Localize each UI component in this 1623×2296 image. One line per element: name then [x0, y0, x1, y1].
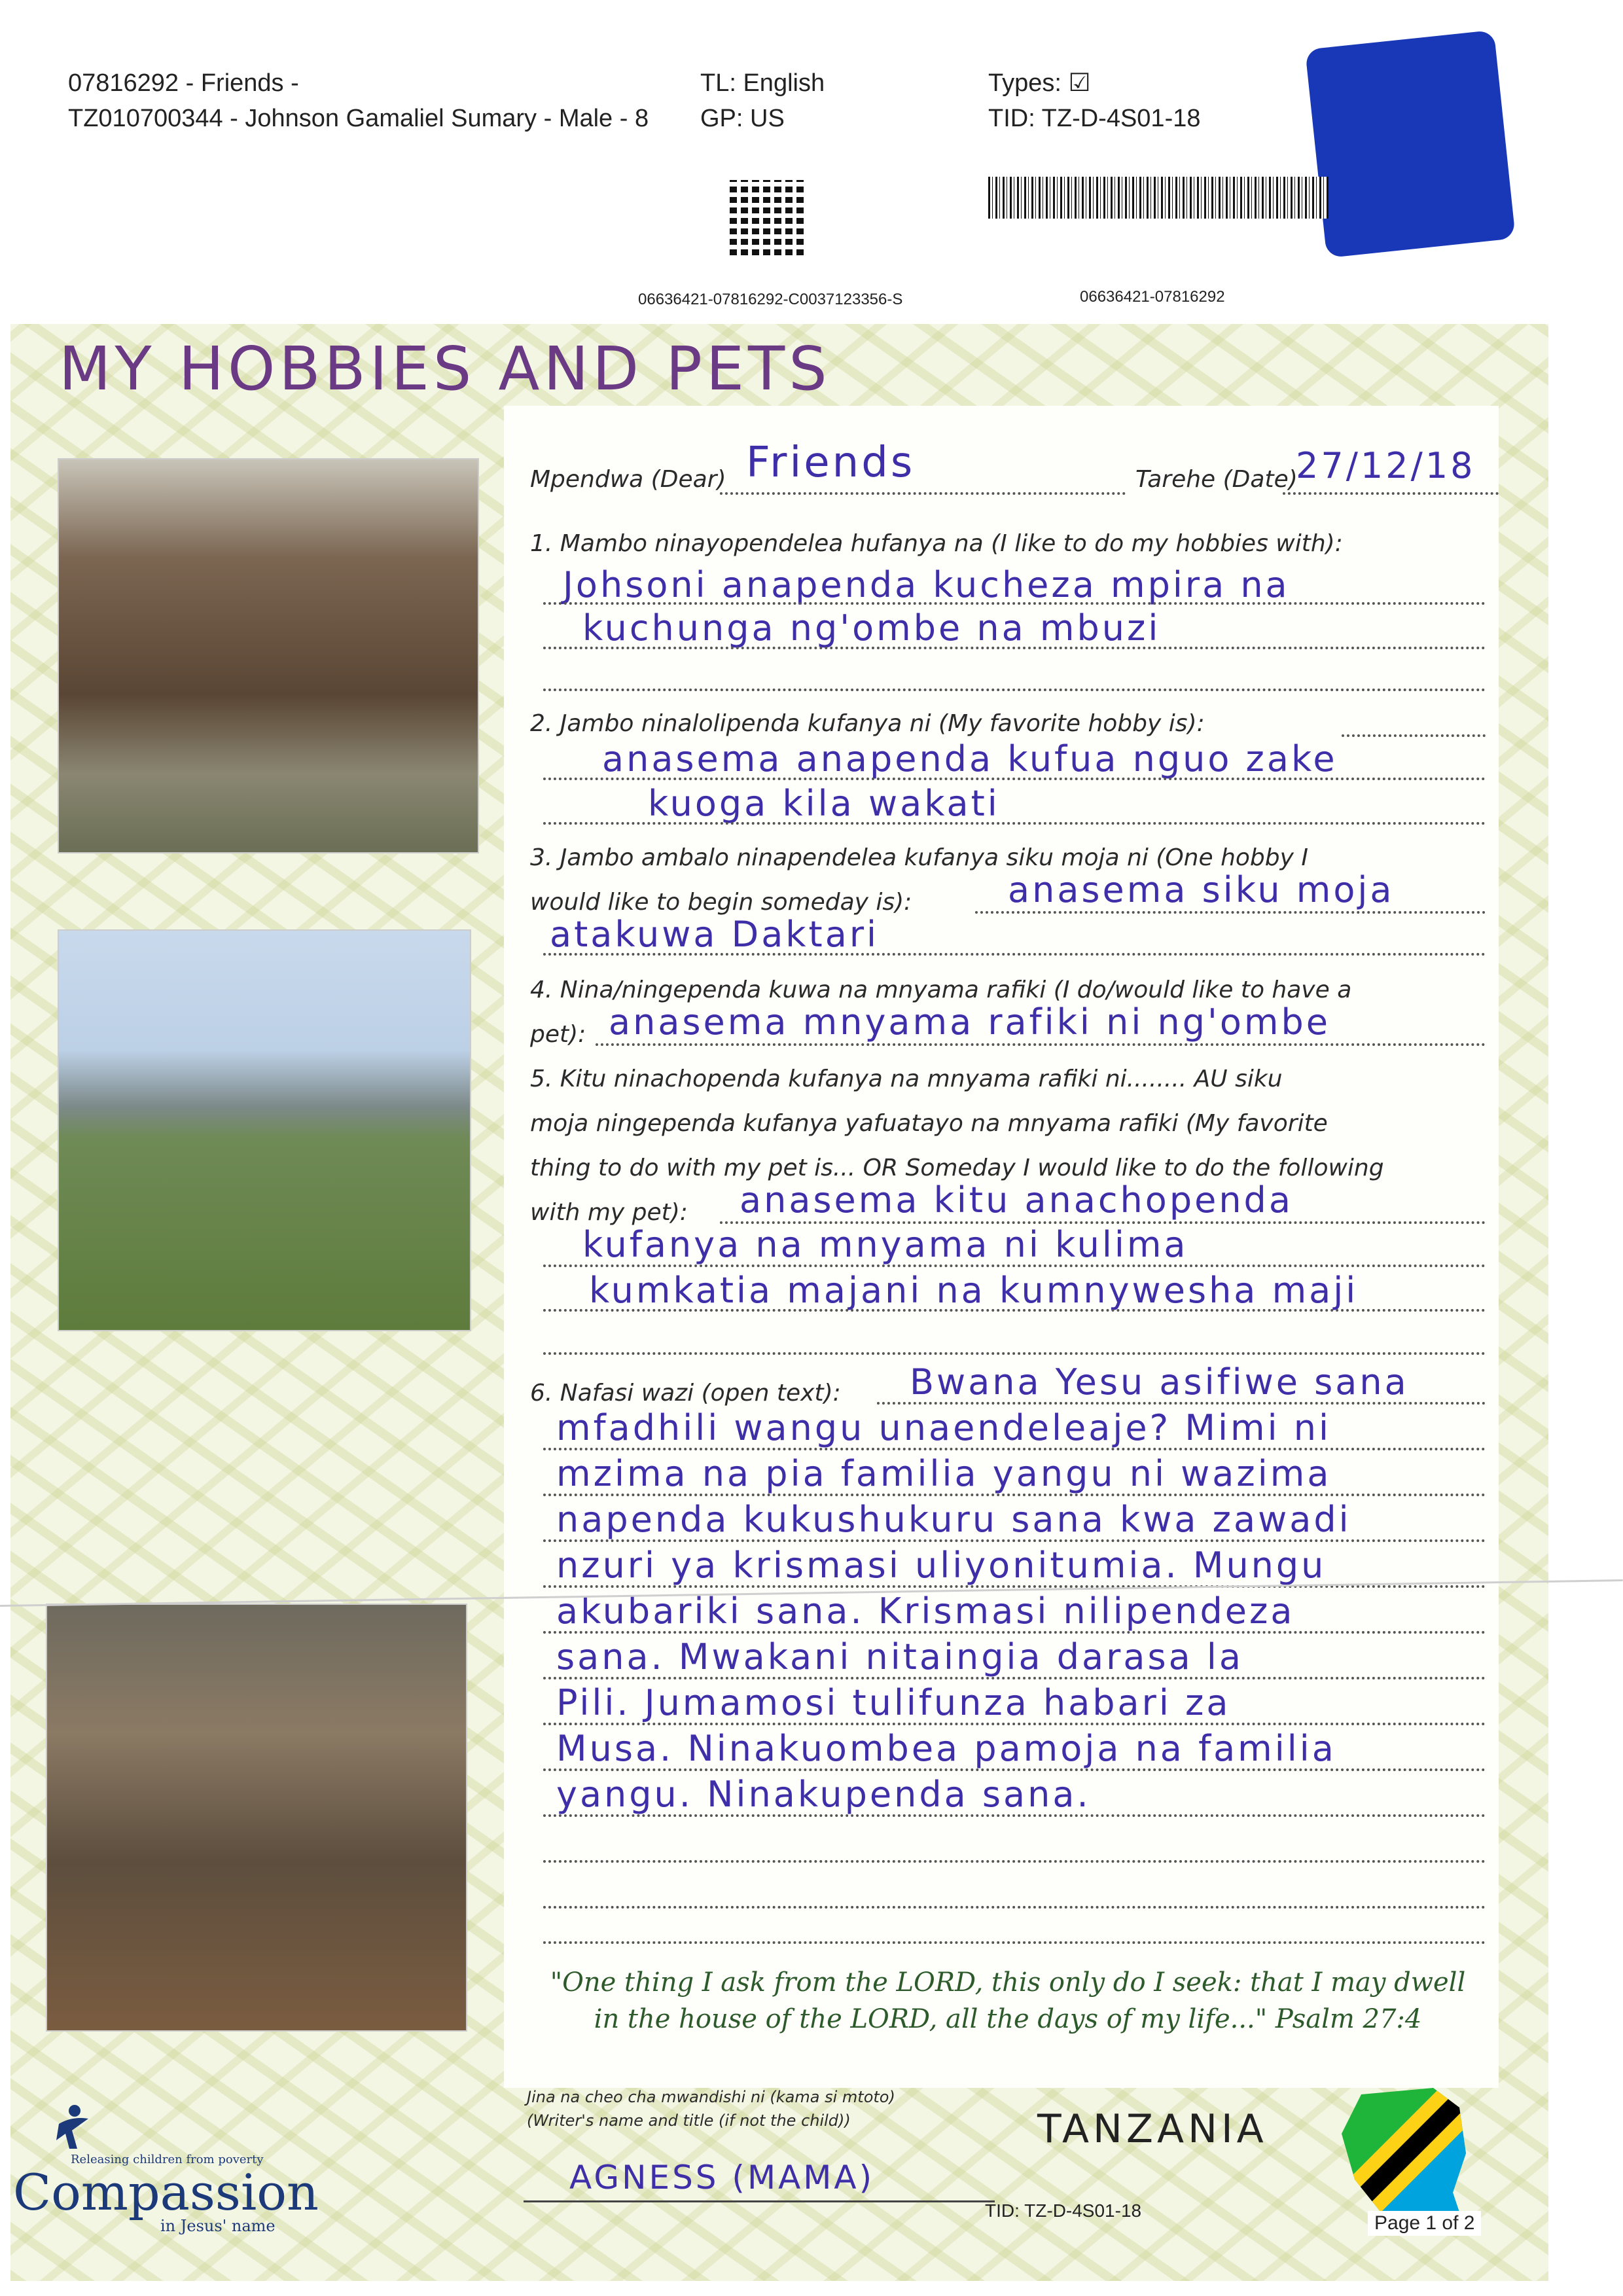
date-line: [1283, 492, 1499, 495]
q6-line-8: [543, 1768, 1486, 1771]
q3-line-0: [975, 911, 1486, 914]
question-5-label-1: 5. Kitu ninachopenda kufanya na mnyama rafiki ni........ AU siku: [530, 1066, 1283, 1092]
writer-line: [524, 2200, 995, 2202]
country-name: TANZANIA: [1037, 2106, 1268, 2152]
photo-children-with-goats: [58, 458, 479, 853]
q6-line-12: [543, 1941, 1486, 1944]
child-record-line-2: TZ010700344 - Johnson Gamaliel Sumary - Male - 8: [68, 105, 649, 132]
barcode-number: 06636421-07816292: [1080, 288, 1225, 306]
question-4-label-2: pet):: [530, 1021, 586, 1048]
question-5-answer-2: kumkatia majani na kumnywesha maji: [589, 1270, 1359, 1311]
scripture-quote-line-2: in the house of the LORD, all the days of my life..." Psalm 27:4: [594, 2004, 1422, 2034]
question-2-answer-1: anasema anapenda kufua nguo zake: [602, 738, 1338, 780]
photo-woman-child-chickens: [46, 1604, 467, 2032]
gp-country: GP: US: [700, 105, 785, 132]
question-6-answer-8: Musa. Ninakuombea pamoja na familia: [556, 1728, 1336, 1769]
question-6-answer-4: nzuri ya krismasi uliyonitumia. Mungu: [556, 1545, 1327, 1586]
question-6-answer-2: mzima na pia familia yangu ni wazima: [556, 1453, 1332, 1494]
question-3-answer-inline: anasema siku moja: [1008, 869, 1395, 910]
question-1-label: 1. Mambo ninayopendelea hufanya na (I like to do my hobbies with):: [530, 530, 1343, 557]
q5-line-2: [543, 1309, 1486, 1312]
question-5-label-3: thing to do with my pet is... OR Someday I would like to do the following: [530, 1155, 1384, 1181]
question-6-answer-3: napenda kukushukuru sana kwa zawadi: [556, 1499, 1351, 1540]
q6-line-2: [543, 1494, 1486, 1496]
question-3-label-1: 3. Jambo ambalo ninapendelea kufanya siku moja ni (One hobby I: [530, 844, 1308, 871]
question-6-answer-5: akubariki sana. Krismasi nilipendeza: [556, 1590, 1295, 1632]
q4-line-0: [596, 1043, 1486, 1046]
photo-sisal-field: [58, 929, 471, 1331]
q1-line-1: [543, 602, 1486, 605]
question-5-answer-inline: anasema kitu anachopenda: [740, 1179, 1293, 1221]
q6-line-9: [543, 1814, 1486, 1817]
dear-value: Friends: [746, 439, 916, 487]
child-record-line-1: 07816292 - Friends -: [68, 69, 299, 97]
question-2-answer-2: kuoga kila wakati: [648, 783, 1000, 824]
scripture-quote-line-1: "One thing I ask from the LORD, this only do I seek: that I may dwell: [550, 1967, 1466, 1998]
question-3-answer-1: atakuwa Daktari: [550, 914, 880, 955]
question-6-label: 6. Nafasi wazi (open text):: [530, 1380, 841, 1407]
logo-sub: in Jesus' name: [160, 2217, 276, 2235]
qr-code-icon: [730, 180, 805, 255]
page-title: MY HOBBIES AND PETS: [59, 334, 831, 404]
footer-tid: TID: TZ-D-4S01-18: [985, 2200, 1142, 2221]
q5-line-3: [543, 1352, 1486, 1355]
question-5-answer-1: kufanya na mnyama ni kulima: [582, 1224, 1188, 1265]
dear-label: Mpendwa (Dear): [530, 466, 726, 493]
logo-tagline: Releasing children from poverty: [71, 2153, 264, 2166]
q3-line-1: [543, 953, 1486, 956]
logo-name: Compassion: [13, 2163, 319, 2221]
q1-line-3: [543, 689, 1486, 691]
q6-line-11: [543, 1906, 1486, 1909]
dear-line: [720, 492, 1126, 495]
question-4-label-1: 4. Nina/ningependa kuwa na mnyama rafiki (I do/would like to have a: [530, 977, 1352, 1003]
question-6-answer-1: mfadhili wangu unaendeleaje? Mimi ni: [556, 1407, 1331, 1448]
question-6-answer-inline: Bwana Yesu asifiwe sana: [910, 1361, 1409, 1403]
q5-line-1: [543, 1265, 1486, 1267]
q6-line-1: [543, 1448, 1486, 1450]
types-checkbox: Types: ☑: [988, 69, 1091, 97]
date-label: Tarehe (Date): [1135, 466, 1298, 493]
logo-figure-icon: [52, 2104, 92, 2150]
q6-line-10: [543, 1860, 1486, 1863]
redaction-scribble: [1305, 30, 1516, 259]
writer-label-2: (Writer's name and title (if not the child)): [527, 2111, 851, 2130]
q6-line-6: [543, 1677, 1486, 1679]
question-3-label-2: would like to begin someday is):: [530, 889, 912, 916]
q2-line-0: [1342, 734, 1486, 737]
question-5-label-4: with my pet):: [530, 1199, 688, 1226]
writer-value: AGNESS (MAMA): [569, 2159, 875, 2197]
q1-line-2: [543, 647, 1486, 649]
question-1-answer-2: kuchunga ng'ombe na mbuzi: [582, 607, 1161, 649]
tid-header: TID: TZ-D-4S01-18: [988, 105, 1201, 132]
question-6-answer-6: sana. Mwakani nitaingia darasa la: [556, 1636, 1243, 1677]
tanzania-map-flag-icon: [1335, 2081, 1479, 2225]
qr-code-number: 06636421-07816292-C0037123356-S: [638, 291, 903, 308]
translation-language: TL: English: [700, 69, 825, 97]
question-2-label: 2. Jambo ninalolipenda kufanya ni (My favorite hobby is):: [530, 710, 1205, 737]
page-number: Page 1 of 2: [1368, 2211, 1481, 2236]
barcode-icon: [988, 177, 1329, 219]
question-6-answer-9: yangu. Ninakupenda sana.: [556, 1774, 1091, 1815]
q6-line-7: [543, 1723, 1486, 1725]
question-5-label-2: moja ningependa kufanya yafuatayo na mnyama rafiki (My favorite: [530, 1110, 1328, 1137]
q2-line-1: [543, 778, 1486, 780]
q2-line-2: [543, 822, 1486, 825]
compassion-logo: [13, 2104, 327, 2235]
question-1-answer-1: Johsoni anapenda kucheza mpira na: [563, 564, 1290, 605]
question-4-answer-inline: anasema mnyama rafiki ni ng'ombe: [609, 1001, 1330, 1043]
date-value: 27/12/18: [1296, 445, 1476, 486]
writer-label-1: Jina na cheo cha mwandishi ni (kama si mtoto): [527, 2088, 895, 2106]
q6-line-0: [877, 1402, 1486, 1405]
q6-line-3: [543, 1539, 1486, 1542]
question-6-answer-7: Pili. Jumamosi tulifunza habari za: [556, 1682, 1231, 1723]
q6-line-5: [543, 1631, 1486, 1634]
